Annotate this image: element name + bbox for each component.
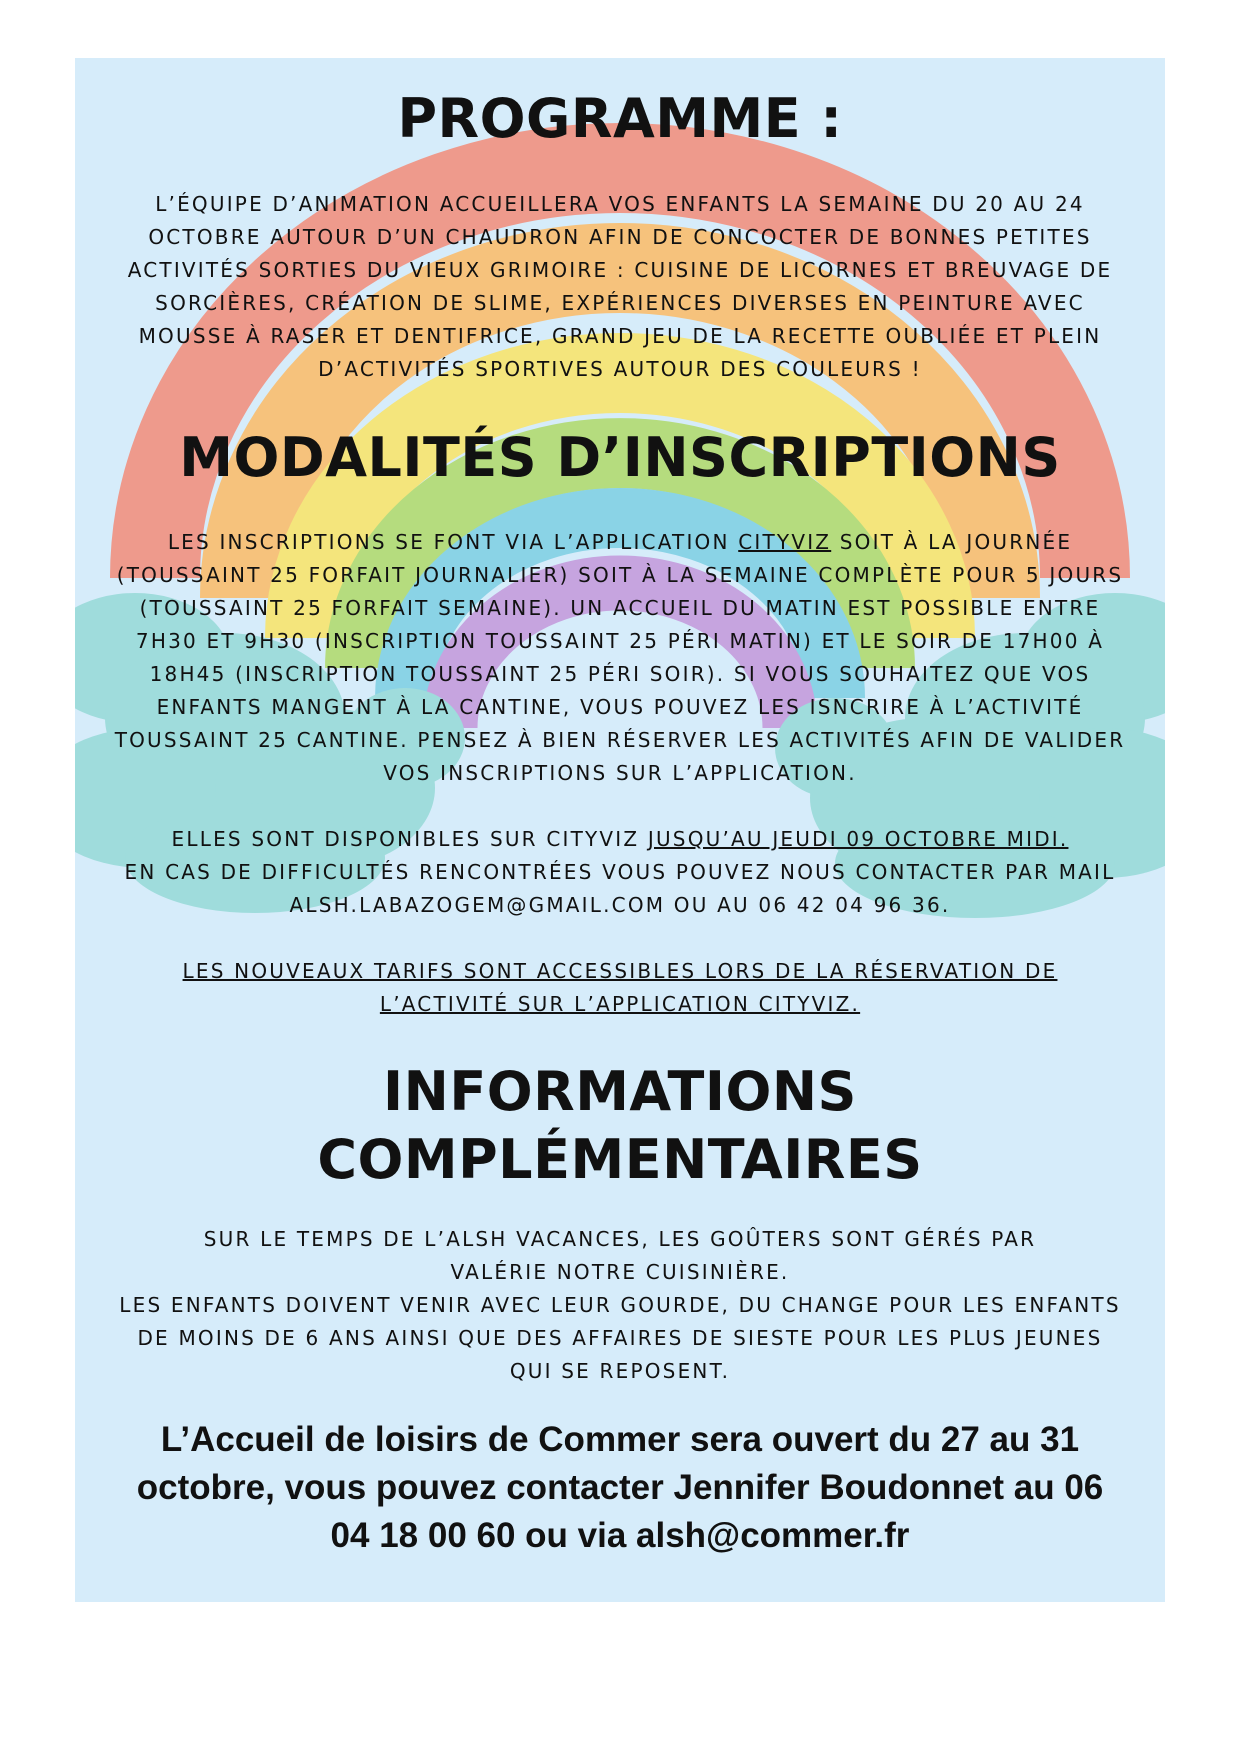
footer-text: L’Accueil de loisirs de Commer sera ouvert du 27 au 31 octobre, vous pouvez contacter Jennifer Boudonnet au 06 04 18 00 60 ou via alsh@commer.fr xyxy=(136,1420,1104,1555)
programme-section xyxy=(75,86,1165,152)
modalites-p1-end: SOIT À LA JOURNÉE (TOUSSAINT 25 FORFAIT JOURNALIER) SOIT À LA SEMAINE COMPLÈTE POUR 5 JOURS (TOUSSAINT 25 FORFAIT SEMAINE). UN ACCUEIL DU MATIN EST POSSIBLE ENTRE 7H30 ET 9H30 (INSCRIPTION TOUSSAINT 25 PÉRI MATIN) ET LE SOIR DE 17H00 À 18H45 (INSCRIPTION TOUSSAINT 25 PÉRI SOIR). SI VOUS SOUHAITEZ QUE VOS ENFANTS MANGENT À LA CANTINE, VOUS POUVEZ LES ISNCRIRE À L’ACTIVITÉ TOUSSAINT 25 CANTINE. PENSEZ À BIEN RÉSERVER LES ACTIVITÉS AFIN DE VALIDER VOS INSCRIPTIONS SUR L’APPLICATION. xyxy=(114,530,1126,785)
modalites-paragraph-1 xyxy=(110,526,1130,790)
infos-paragraph-2: LES ENFANTS DOIVENT VENIR AVEC LEUR GOURDE, DU CHANGE POUR LES ENFANTS DE MOINS DE 6 ANS AINSI QUE DES AFFAIRES DE SIESTE POUR LES PLUS JEUNES QUI SE REPOSENT. xyxy=(119,1293,1121,1383)
poster xyxy=(75,58,1165,1602)
modalites-tarifs-note: LES NOUVEAUX TARIFS SONT ACCESSIBLES LORS DE LA RÉSERVATION DE L’ACTIVITÉ SUR L’APPLICATION CITYVIZ. xyxy=(182,959,1058,1016)
programme-text: L’ÉQUIPE D’ANIMATION ACCUEILLERA VOS ENFANTS LA SEMAINE DU 20 AU 24 OCTOBRE AUTOUR D’UN CHAUDRON AFIN DE CONCOCTER DE BONNES PETITES ACTIVITÉS SORTIES DU VIEUX GRIMOIRE : CUISINE DE LICORNES ET BREUVAGE DE SORCIÈRES, CRÉATION DE SLIME, EXPÉRIENCES DIVERSES EN PEINTURE AVEC MOUSSE À RASER ET DENTIFRICE, GRAND JEU DE LA RECETTE OUBLIÉE ET PLEIN D’ACTIVITÉS SPORTIVES AUTOUR DES COULEURS ! xyxy=(127,192,1113,381)
modalites-p2-start: ELLES SONT DISPONIBLES SUR CITYVIZ xyxy=(171,827,648,851)
infos-body xyxy=(75,1223,1165,1388)
modalites-contact: EN CAS DE DIFFICULTÉS RENCONTRÉES VOUS POUVEZ NOUS CONTACTER PAR MAIL ALSH.LABAZOGEM@GMAIL.COM OU AU 06 42 04 96 36. xyxy=(124,860,1116,917)
cityviz-link[interactable]: CITYVIZ xyxy=(738,530,832,554)
infos-paragraph-1: SUR LE TEMPS DE L’ALSH VACANCES, LES GOÛTERS SONT GÉRÉS PAR VALÉRIE NOTRE CUISINIÈRE. xyxy=(203,1227,1037,1284)
registration-deadline: JUSQU’AU JEUDI 09 OCTOBRE MIDI. xyxy=(647,827,1069,851)
infos-title-line-1: INFORMATIONS xyxy=(383,1060,857,1123)
infos-title xyxy=(75,1058,1165,1194)
footer-section xyxy=(75,1416,1165,1560)
programme-title: PROGRAMME : xyxy=(397,87,843,150)
programme-body xyxy=(75,188,1165,386)
modalites-body xyxy=(75,526,1165,1021)
modalites-section xyxy=(75,425,1165,491)
modalites-paragraph-2 xyxy=(110,823,1130,922)
infos-section xyxy=(75,1058,1165,1194)
modalites-title: MODALITÉS D’INSCRIPTIONS xyxy=(179,426,1061,489)
modalites-p1-start: LES INSCRIPTIONS SE FONT VIA L’APPLICATION xyxy=(167,530,739,554)
infos-title-line-2: COMPLÉMENTAIRES xyxy=(317,1128,923,1191)
